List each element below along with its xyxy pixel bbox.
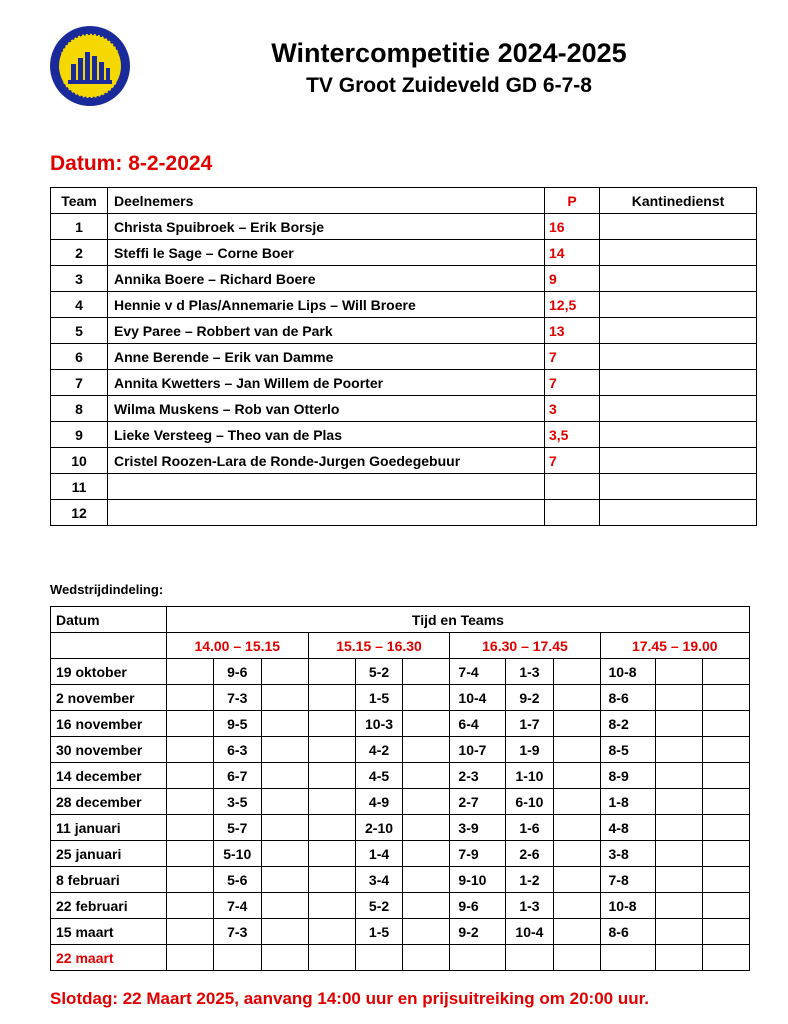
cell-match: 8-6 [600,919,656,945]
cell-match [308,945,355,971]
cell-match: 2-6 [506,841,554,867]
cell-match [656,867,703,893]
cell-match [506,945,554,971]
cell-team: 2 [51,240,108,266]
cell-match: 3-5 [213,789,261,815]
cell-date: 22 februari [51,893,167,919]
cell-match [703,893,750,919]
cell-match [403,711,450,737]
cell-match: 7-4 [213,893,261,919]
table-row [51,659,750,685]
cell-deelnemers: Steffi le Sage – Corne Boer [108,240,545,266]
cell-match: 10-8 [600,659,656,685]
cell-match [308,789,355,815]
cell-match: 2-3 [450,763,506,789]
cell-match: 7-3 [213,919,261,945]
cell-kantinedienst [600,214,757,240]
cell-match [403,841,450,867]
table-row [51,344,757,370]
cell-kantinedienst [600,240,757,266]
cell-match: 7-8 [600,867,656,893]
cell-match [656,815,703,841]
cell-kantinedienst [600,266,757,292]
cell-match [703,945,750,971]
table-row [51,945,750,971]
cell-match: 10-4 [506,919,554,945]
cell-match [166,763,213,789]
table-row [51,919,750,945]
cell-date: 28 december [51,789,167,815]
cell-match [213,945,261,971]
cell-p [545,500,600,526]
cell-deelnemers: Annita Kwetters – Jan Willem de Poorter [108,370,545,396]
cell-match [703,789,750,815]
header-p: P [545,188,600,214]
table-row [51,266,757,292]
cell-match [553,659,600,685]
cell-match [553,685,600,711]
cell-match: 1-5 [355,685,403,711]
page-subtitle: TV Groot Zuideveld GD 6-7-8 [306,74,592,97]
cell-match: 8-6 [600,685,656,711]
cell-match [656,737,703,763]
table-row [51,841,750,867]
cell-date: 14 december [51,763,167,789]
cell-match [703,841,750,867]
cell-team: 6 [51,344,108,370]
cell-date: 19 oktober [51,659,167,685]
cell-match [166,711,213,737]
cell-team: 5 [51,318,108,344]
cell-match [656,763,703,789]
table-row [51,474,757,500]
cell-match: 8-2 [600,711,656,737]
cell-match: 7-4 [450,659,506,685]
cell-match [308,893,355,919]
cell-match [166,659,213,685]
cell-match [450,945,506,971]
cell-team: 9 [51,422,108,448]
cell-match: 9-5 [213,711,261,737]
cell-match: 5-7 [213,815,261,841]
cell-kantinedienst [600,318,757,344]
table-row [51,396,757,422]
cell-p: 14 [545,240,600,266]
cell-deelnemers: Christa Spuibroek – Erik Borsje [108,214,545,240]
cell-match [166,815,213,841]
cell-match [166,789,213,815]
slotdag-note [50,989,649,1009]
cell-match: 10-3 [355,711,403,737]
cell-team: 11 [51,474,108,500]
cell-match [308,763,355,789]
cell-match [553,893,600,919]
cell-deelnemers: Hennie v d Plas/Annemarie Lips – Will Broere [108,292,545,318]
cell-team: 4 [51,292,108,318]
teams-header-row [51,188,757,214]
cell-match [308,685,355,711]
slot-header: 14.00 – 15.15 [166,633,308,659]
cell-match [403,867,450,893]
cell-match: 10-8 [600,893,656,919]
cell-match [261,841,308,867]
cell-match [656,945,703,971]
cell-match [656,919,703,945]
cell-match: 1-2 [506,867,554,893]
cell-deelnemers: Lieke Versteeg – Theo van de Plas [108,422,545,448]
cell-match: 4-8 [600,815,656,841]
header-kantinedienst: Kantinedienst [600,188,757,214]
cell-kantinedienst [600,422,757,448]
cell-date: 22 maart [51,945,167,971]
cell-p [545,474,600,500]
cell-match [656,789,703,815]
cell-team: 12 [51,500,108,526]
cell-match: 5-10 [213,841,261,867]
cell-match [261,685,308,711]
cell-team: 10 [51,448,108,474]
cell-match [261,789,308,815]
cell-date: 11 januari [51,815,167,841]
cell-match [166,685,213,711]
cell-match: 5-2 [355,893,403,919]
cell-date: 16 november [51,711,167,737]
cell-match: 1-3 [506,659,554,685]
cell-match: 8-5 [600,737,656,763]
page-title: Wintercompetitie 2024-2025 [271,38,627,68]
cell-p: 9 [545,266,600,292]
cell-deelnemers: Annika Boere – Richard Boere [108,266,545,292]
table-row [51,893,750,919]
slots-blank [51,633,167,659]
table-row [51,448,757,474]
cell-match [308,867,355,893]
cell-match [261,659,308,685]
cell-match [261,737,308,763]
slot-header: 15.15 – 16.30 [308,633,450,659]
cell-match [261,815,308,841]
cell-match [553,815,600,841]
cell-match [656,893,703,919]
cell-match [553,945,600,971]
cell-match: 10-4 [450,685,506,711]
cell-match: 9-10 [450,867,506,893]
cell-match [553,711,600,737]
slot-header: 17.45 – 19.00 [600,633,749,659]
cell-match [703,919,750,945]
header-deelnemers: Deelnemers [108,188,545,214]
cell-kantinedienst [600,500,757,526]
cell-match: 9-2 [506,685,554,711]
cell-team: 8 [51,396,108,422]
cell-match: 7-3 [213,685,261,711]
cell-match [553,737,600,763]
cell-match: 1-8 [600,789,656,815]
cell-match [703,685,750,711]
cell-match [261,893,308,919]
schedule-slots-row [51,633,750,659]
cell-match [166,737,213,763]
table-row [51,685,750,711]
cell-team: 7 [51,370,108,396]
cell-p: 12,5 [545,292,600,318]
table-row [51,867,750,893]
cell-match [600,945,656,971]
header-tijd: Tijd en Teams [166,607,749,633]
table-row [51,292,757,318]
cell-match: 1-7 [506,711,554,737]
cell-p: 3 [545,396,600,422]
cell-kantinedienst [600,396,757,422]
schedule-header-row [51,607,750,633]
slotdag-label: Slotdag [50,989,113,1008]
datum-value: 8-2-2024 [128,152,213,175]
cell-match: 3-8 [600,841,656,867]
cell-match [308,841,355,867]
cell-match [553,919,600,945]
cell-date: 2 november [51,685,167,711]
table-row [51,422,757,448]
cell-match [553,867,600,893]
cell-kantinedienst [600,292,757,318]
cell-match [261,867,308,893]
cell-match: 6-4 [450,711,506,737]
cell-date: 15 maart [51,919,167,945]
cell-deelnemers: Cristel Roozen-Lara de Ronde-Jurgen Goedegebuur [108,448,545,474]
cell-deelnemers: Anne Berende – Erik van Damme [108,344,545,370]
cell-match [553,841,600,867]
table-row [51,318,757,344]
cell-match [553,763,600,789]
datum-heading [50,152,212,176]
cell-match: 1-9 [506,737,554,763]
cell-p: 3,5 [545,422,600,448]
header-datum: Datum [51,607,167,633]
cell-match [656,711,703,737]
cell-match: 4-9 [355,789,403,815]
cell-match [355,945,403,971]
cell-date: 30 november [51,737,167,763]
cell-match [166,867,213,893]
cell-match: 6-7 [213,763,261,789]
cell-match [703,737,750,763]
cell-kantinedienst [600,448,757,474]
cell-match [166,841,213,867]
cell-match [403,945,450,971]
cell-match [656,659,703,685]
cell-match [308,659,355,685]
cell-match: 9-2 [450,919,506,945]
cell-match: 10-7 [450,737,506,763]
cell-kantinedienst [600,344,757,370]
cell-match: 1-10 [506,763,554,789]
table-row [51,763,750,789]
cell-match [403,685,450,711]
cell-p: 16 [545,214,600,240]
cell-deelnemers: Evy Paree – Robbert van de Park [108,318,545,344]
cell-match [166,919,213,945]
cell-match: 4-5 [355,763,403,789]
cell-match [308,815,355,841]
slotdag-text: : 22 Maart 2025, aanvang 14:00 uur en prijsuitreiking om 20:00 uur. [112,989,649,1008]
cell-p: 13 [545,318,600,344]
schedule-table [50,606,750,971]
cell-match: 8-9 [600,763,656,789]
cell-match [553,789,600,815]
cell-match: 9-6 [450,893,506,919]
cell-match [403,659,450,685]
cell-match [261,919,308,945]
cell-date: 8 februari [51,867,167,893]
cell-match [308,919,355,945]
cell-deelnemers [108,474,545,500]
cell-match: 4-2 [355,737,403,763]
cell-match [403,737,450,763]
cell-date: 25 januari [51,841,167,867]
cell-kantinedienst [600,370,757,396]
cell-match: 1-3 [506,893,554,919]
cell-match: 5-2 [355,659,403,685]
cell-match [703,867,750,893]
cell-kantinedienst [600,474,757,500]
teams-table [50,187,757,526]
cell-match [403,893,450,919]
table-row [51,214,757,240]
table-row [51,240,757,266]
cell-match: 2-7 [450,789,506,815]
table-row [51,500,757,526]
cell-match [261,763,308,789]
cell-match: 9-6 [213,659,261,685]
cell-deelnemers [108,500,545,526]
cell-match [308,737,355,763]
schedule-label: Wedstrijdindeling: [50,582,164,597]
cell-match [703,815,750,841]
table-row [51,370,757,396]
cell-match [703,763,750,789]
cell-match: 1-6 [506,815,554,841]
cell-match: 7-9 [450,841,506,867]
cell-match: 6-10 [506,789,554,815]
cell-p: 7 [545,370,600,396]
table-row [51,737,750,763]
cell-match: 1-4 [355,841,403,867]
cell-match: 3-9 [450,815,506,841]
cell-match [261,945,308,971]
table-row [51,815,750,841]
cell-match [261,711,308,737]
cell-match [166,893,213,919]
cell-match [703,659,750,685]
slot-header: 16.30 – 17.45 [450,633,600,659]
cell-match [403,789,450,815]
cell-match [403,815,450,841]
cell-match: 3-4 [355,867,403,893]
datum-label: Datum: [50,152,123,175]
header-team: Team [51,188,108,214]
cell-match [308,711,355,737]
cell-p: 7 [545,344,600,370]
cell-p: 7 [545,448,600,474]
cell-match [166,945,213,971]
cell-match: 1-5 [355,919,403,945]
cell-match: 6-3 [213,737,261,763]
cell-match [403,919,450,945]
cell-match: 2-10 [355,815,403,841]
table-row [51,711,750,737]
cell-match [703,711,750,737]
cell-match [656,685,703,711]
cell-team: 1 [51,214,108,240]
cell-match [403,763,450,789]
cell-match: 5-6 [213,867,261,893]
cell-deelnemers: Wilma Muskens – Rob van Otterlo [108,396,545,422]
table-row [51,789,750,815]
cell-match [656,841,703,867]
cell-team: 3 [51,266,108,292]
